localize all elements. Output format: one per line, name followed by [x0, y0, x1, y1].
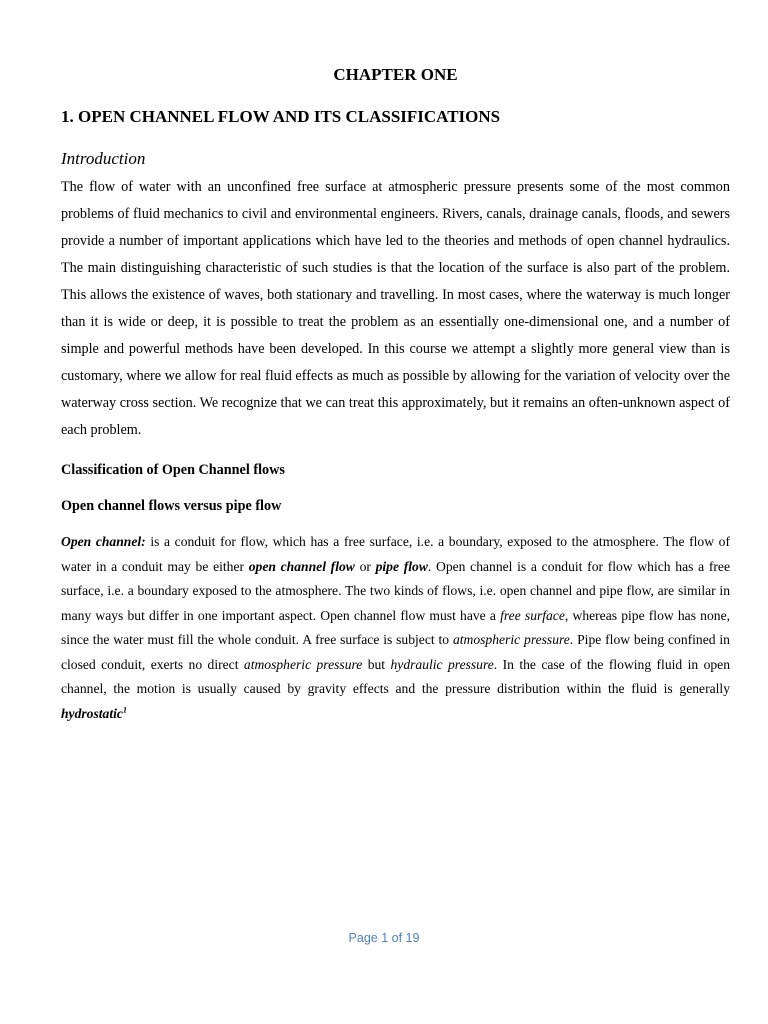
emphasis-pipe-flow: pipe flow [375, 558, 428, 574]
paragraph-text: , whereas pipe flow has none, since the water must fill the whole conduit. A free surface is subject to [61, 607, 730, 647]
paragraph-text: is a conduit for flow, which has a free surface, i.e. a boundary, exposed to the atmosphere. The flow of water in a conduit may be either [61, 534, 730, 574]
classification-heading: Classification of Open Channel flows [61, 462, 285, 478]
open-channel-vs-pipe-heading: Open channel flows versus pipe flow [61, 498, 282, 514]
emphasis-hydrostatic: hydrostatic [61, 705, 123, 721]
paragraph-text: . Open channel is a conduit for flow which has a free surface, i.e. a boundary exposed to the atmosphere. The two kinds of flows, i.e. open channel and pipe flow, are similar in many ways but differ in one important aspect. Open channel flow must have a [61, 558, 730, 623]
emphasis-open-channel-flow: open channel flow [248, 558, 355, 574]
open-channel-term: Open channel: [61, 534, 146, 549]
section-title: 1. OPEN CHANNEL FLOW AND ITS CLASSIFICATIONS [61, 107, 501, 126]
emphasis-free-surface: free surface [500, 607, 565, 623]
page-content [61, 64, 730, 726]
emphasis-atmospheric-pressure-2: atmospheric pressure [243, 656, 363, 672]
emphasis-atmospheric-pressure: atmospheric pressure [452, 632, 570, 647]
paragraph-text: . Pipe flow being confined in closed conduit, exerts no direct [61, 632, 730, 672]
footnote-marker[interactable]: 1 [122, 704, 127, 714]
open-channel-paragraph [61, 530, 730, 726]
introduction-heading: Introduction [61, 149, 146, 168]
paragraph-text: . In the case of the flowing fluid in open channel, the motion is usually caused by gravity effects and the pressure distribution within the fluid is generally [61, 656, 730, 696]
emphasis-hydraulic-pressure: hydraulic pressure [390, 656, 494, 672]
paragraph-text: but [362, 656, 391, 672]
page-number-footer: Page 1 of 19 [348, 931, 420, 945]
introduction-paragraph: The flow of water with an unconfined free surface at atmospheric pressure presents some of the most common problems of fluid mechanics to civil and environmental engineers. Rivers, canals, drainage canals, floods, and sewers provide a number of important applications which have led to the theories and methods of open channel hydraulics. The main distinguishing characteristic of such studies is that the location of the surface is also part of the problem. This allows the existence of waves, both stationary and travelling. In most cases, where the waterway is much longer than it is wide or deep, it is possible to treat the problem as an essentially one-dimensional one, and a number of simple and powerful methods have been developed. In this course we attempt a slightly more general view than is customary, where we allow for real fluid effects as much as possible by allowing for the variation of velocity over the waterway cross section. We recognize that we can treat this approximately, but it remains an often-unknown aspect of each problem. [61, 179, 730, 438]
paragraph-text: or [354, 558, 376, 574]
chapter-title: CHAPTER ONE [333, 65, 458, 84]
